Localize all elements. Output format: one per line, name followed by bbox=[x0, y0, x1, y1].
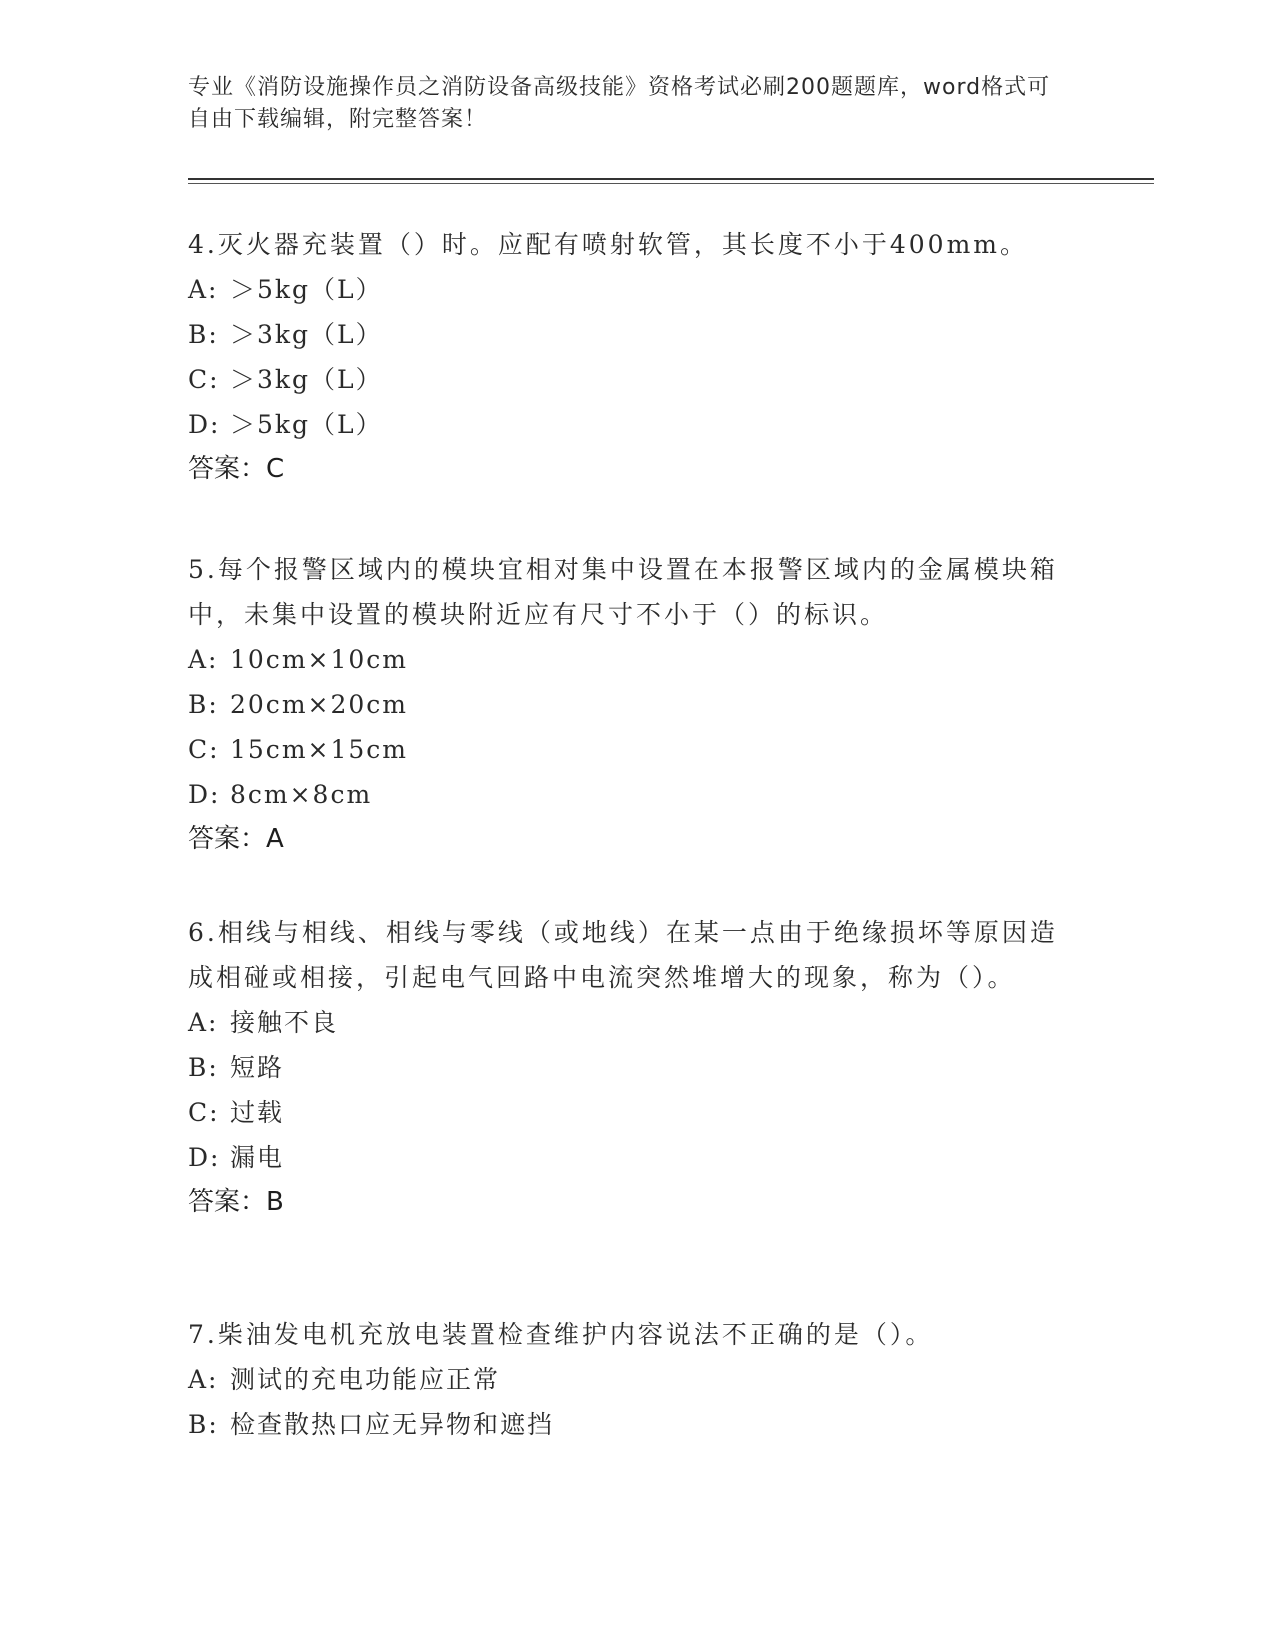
option-text: ＞5kg（L） bbox=[230, 410, 383, 439]
option-d bbox=[188, 1135, 1068, 1180]
option-letter: D: bbox=[188, 780, 221, 809]
question-stem: 4.灭火器充装置（）时。应配有喷射软管，其长度不小于400mm。 bbox=[188, 230, 1028, 259]
option-d bbox=[188, 402, 1068, 447]
option-b bbox=[188, 1402, 1068, 1447]
question-5 bbox=[188, 547, 1068, 862]
answer-label: 答案：A bbox=[188, 824, 284, 854]
option-text: 测试的充电功能应正常 bbox=[230, 1365, 501, 1394]
option-letter: A: bbox=[188, 275, 219, 304]
option-letter: B: bbox=[188, 320, 219, 349]
option-text: 检查散热口应无异物和遮挡 bbox=[230, 1410, 555, 1439]
answer-label: 答案：C bbox=[188, 454, 285, 484]
option-letter: B: bbox=[188, 1053, 219, 1082]
option-b bbox=[188, 682, 1068, 727]
answer-label: 答案：B bbox=[188, 1187, 284, 1217]
question-stem: 6.相线与相线、相线与零线（或地线）在某一点由于绝缘损坏等原因造成相碰或相接，引起电气回路中电流突然堆增大的现象，称为（）。 bbox=[188, 918, 1058, 992]
option-c bbox=[188, 727, 1068, 772]
question-4 bbox=[188, 222, 1068, 492]
option-text: 15cm×15cm bbox=[230, 735, 408, 764]
option-letter: D: bbox=[188, 410, 221, 439]
header-divider bbox=[188, 178, 1154, 180]
option-a bbox=[188, 1000, 1068, 1045]
option-b bbox=[188, 1045, 1068, 1090]
option-c bbox=[188, 1090, 1068, 1135]
option-d bbox=[188, 772, 1068, 817]
option-letter: C: bbox=[188, 735, 220, 764]
option-letter: C: bbox=[188, 1098, 220, 1127]
option-text: ＞3kg（L） bbox=[230, 365, 383, 394]
option-text: ＞3kg（L） bbox=[230, 320, 383, 349]
question-7 bbox=[188, 1312, 1068, 1447]
question-stem: 7.柴油发电机充放电装置检查维护内容说法不正确的是（）。 bbox=[188, 1320, 934, 1349]
option-c bbox=[188, 357, 1068, 402]
option-a bbox=[188, 637, 1068, 682]
option-letter: A: bbox=[188, 645, 219, 674]
option-letter: B: bbox=[188, 690, 219, 719]
option-letter: A: bbox=[188, 1008, 219, 1037]
option-text: 8cm×8cm bbox=[230, 780, 373, 809]
option-text: ＞5kg（L） bbox=[230, 275, 383, 304]
question-stem: 5.每个报警区域内的模块宜相对集中设置在本报警区域内的金属模块箱中，未集中设置的模块附近应有尺寸不小于（）的标识。 bbox=[188, 555, 1058, 629]
option-letter: C: bbox=[188, 365, 220, 394]
option-text: 漏电 bbox=[230, 1143, 285, 1172]
option-text: 10cm×10cm bbox=[230, 645, 408, 674]
header-divider-thin bbox=[188, 183, 1154, 184]
option-text: 接触不良 bbox=[230, 1008, 339, 1037]
option-a bbox=[188, 1357, 1068, 1402]
option-text: 过载 bbox=[230, 1098, 285, 1127]
option-letter: A: bbox=[188, 1365, 219, 1394]
option-text: 20cm×20cm bbox=[230, 690, 408, 719]
option-text: 短路 bbox=[230, 1053, 285, 1082]
option-b bbox=[188, 312, 1068, 357]
question-6 bbox=[188, 910, 1068, 1225]
document-header: 专业《消防设施操作员之消防设备高级技能》资格考试必刷200题题库，word格式可自由下载编辑，附完整答案！ bbox=[188, 75, 1051, 132]
option-a bbox=[188, 267, 1068, 312]
option-letter: B: bbox=[188, 1410, 219, 1439]
option-letter: D: bbox=[188, 1143, 221, 1172]
